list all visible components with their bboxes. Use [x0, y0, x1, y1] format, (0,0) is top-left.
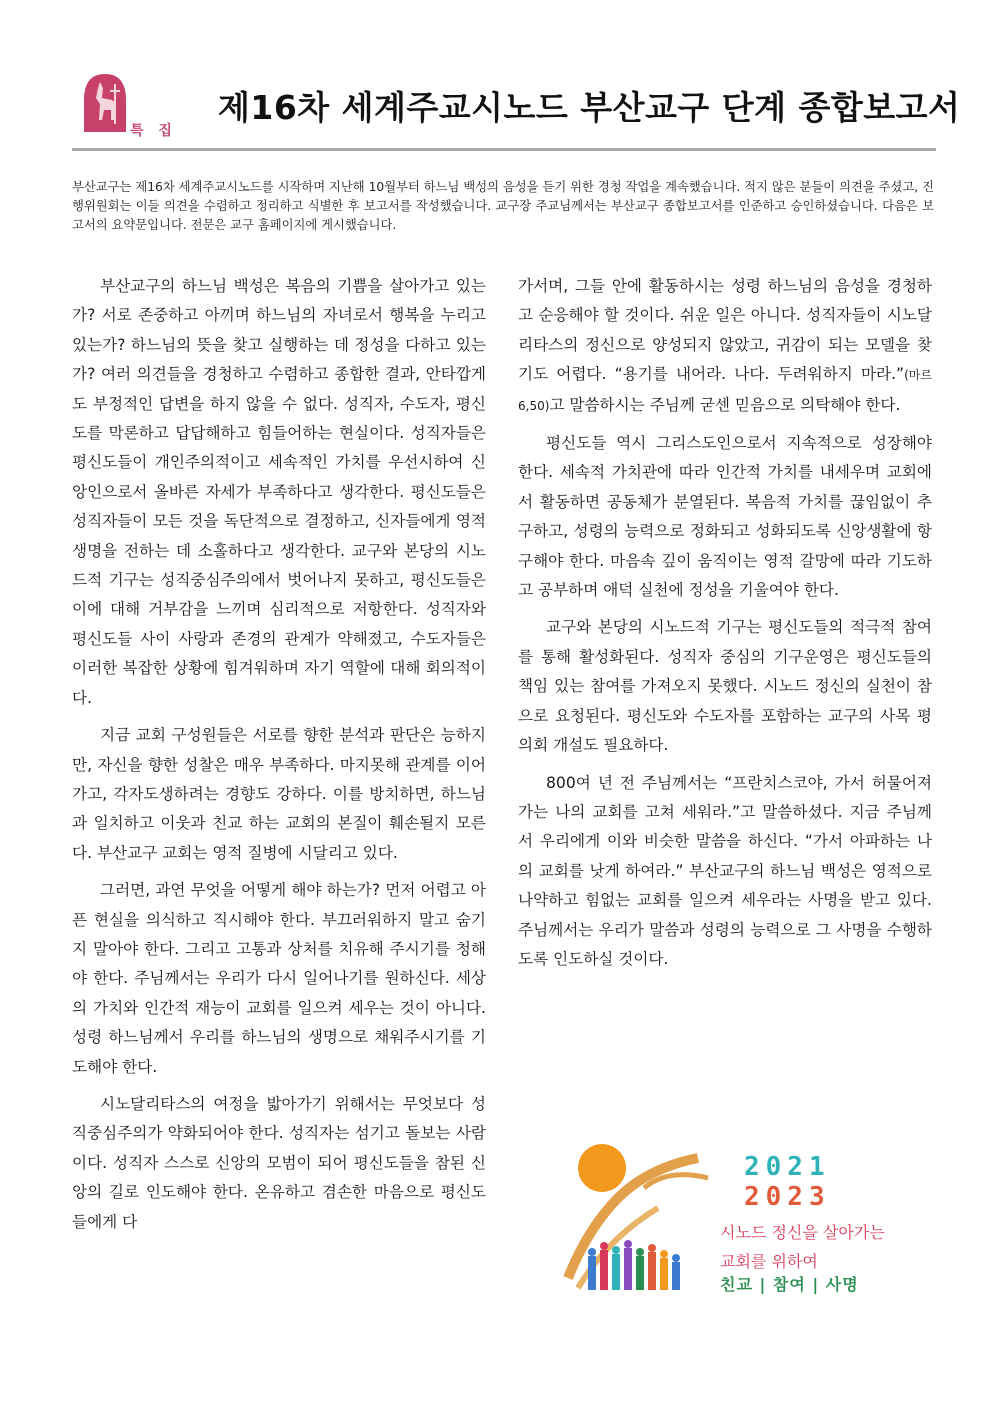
right-column — [518, 272, 932, 982]
body-paragraph: 부산교구의 하느님 백성은 복음의 기쁨을 살아가고 있는가? 서로 존중하고 아끼며 하느님의 자녀로서 행복을 누리고 있는가? 하느님의 뜻을 찾고 실행하는 데 정성을 다하고 있는가? 여러 의견들을 경청하고 수렴하고 종합한 결과, 안타깝게도 부정적인 답변을 하지 않을 수 없다. 성직자, 수도자, 평신도를 막론하고 답답해하고 힘들어하는 현실이다. 성직자들은 평신도들이 개인주의적이고 세속적인 가치를 우선시하여 신앙인으로서 올바른 자세가 부족하다고 생각한다. 평신도들은 성직자들이 모든 것을 독단적으로 결정하고, 신자들에게 영적 생명을 전하는 데 소홀하다고 생각한다. 교구와 본당의 시노드적 기구는 성직중심주의에서 벗어나지 못하고, 평신도들은 이에 대해 거부감을 느끼며 심리적으로 저항한다. 성직자와 평신도들 사이 사랑과 존경의 관계가 약해졌고, 수도자들은 이러한 복잡한 상황에 힘겨워하며 자기 역할에 대해 회의적이다. — [72, 277, 486, 707]
body-paragraph: 800여 년 전 주님께서는 “프란치스코야, 가서 허물어져 가는 나의 교회를 고쳐 세워라.”고 말씀하셨다. 지금 주님께서 우리에게 이와 비슷한 말씀을 하신다. “가서 아파하는 나의 교회를 낫게 하여라.” 부산교구의 하느님 백성은 영적으로 나약하고 힘없는 교회를 일으켜 세우라는 사명을 받고 있다. 주님께서는 우리가 말씀과 성령의 능력으로 그 사명을 수행하도록 인도하실 것이다. — [518, 773, 932, 968]
left-column — [72, 272, 486, 1245]
scripture-reference: (마르 6,50) — [518, 368, 932, 413]
continued-text: 가서며, 그들 안에 활동하시는 성령 하느님의 음성을 경청하고 순응해야 할 것이다. 쉬운 일은 아니다. 성직자들이 시노달리타스의 정신으로 양성되지 않았고, 귀감이 되는 모델을 찾기도 어렵다. “용기를 내어라. 나다. 두려워하지 마라.” — [518, 277, 932, 384]
slogan-line-2: 교회를 위하여 — [720, 1252, 818, 1271]
synod-years — [744, 1152, 831, 1212]
body-paragraph: 평신도들 역시 그리스도인으로서 지속적으로 성장해야 한다. 세속적 가치관에 따라 인간적 가치를 내세우며 교회에서 활동하면 공동체가 분열된다. 복음적 가치를 끊임없이 추구하고, 성령의 능력으로 정화되고 성화되도록 신앙생활에 항구해야 한다. 마음속 깊이 움직이는 영적 갈망에 따라 기도하고 공부하며 애덕 실천에 정성을 기울여야 한다. — [518, 434, 932, 600]
special-feature-label: 특 집 — [130, 123, 177, 139]
slogan-line-1: 시노드 정신을 살아가는 — [720, 1223, 885, 1242]
synod-tags: 친교 | 참여 | 사명 — [720, 1275, 859, 1294]
page-header — [72, 68, 961, 150]
body-paragraph-continued — [518, 272, 932, 421]
synod-emblem-icon — [548, 1128, 716, 1300]
year-start: 2021 — [744, 1152, 831, 1182]
page-title: 제16차 세계주교시노드 부산교구 단계 종합보고서 — [218, 88, 961, 127]
year-end: 2023 — [744, 1182, 831, 1212]
intro-paragraph: 부산교구는 제16차 세계주교시노드를 시작하며 지난해 10월부터 하느님 백성의 음성을 듣기 위한 경청 작업을 계속했습니다. 적지 않은 분들이 의견을 주셨고, 진행위원회는 이들 의견을 수렴하고 정리하고 식별한 후 보고서를 작성했습니다. 교구장 주교님께서는 부산교구 종합보고서를 인준하고 승인하셨습니다. 다음은 보고서의 요약문입니다. 전문은 교구 홈페이지에 게시했습니다. — [72, 180, 934, 232]
special-feature-logo-icon — [76, 70, 134, 138]
body-paragraph: 교구와 본당의 시노드적 기구는 평신도들의 적극적 참여를 통해 활성화된다. 성직자 중심의 기구운영은 평신도들의 책임 있는 참여를 가져오지 못했다. 시노드 정신의 실천이 참으로 요청된다. 평신도와 수도자를 포함하는 교구의 사목 평의회 개설도 필요하다. — [518, 618, 932, 755]
synod-slogan — [720, 1218, 885, 1276]
body-paragraph: 그러면, 과연 무엇을 어떻게 해야 하는가? 먼저 어렵고 아픈 현실을 의식하고 직시해야 한다. 부끄러워하지 말고 숨기지 말아야 한다. 그리고 고통과 상처를 치유해 주시기를 청해야 한다. 주님께서는 우리가 다시 일어나기를 원하신다. 세상의 가치와 인간적 재능이 교회를 일으켜 세우는 것이 아니다. 성령 하느님께서 우리를 하느님의 생명으로 채워주시기를 기도해야 한다. — [72, 881, 486, 1076]
continued-text-end: 고 말씀하시는 주님께 굳센 믿음으로 의탁해야 한다. — [549, 395, 901, 414]
body-paragraph: 지금 교회 구성원들은 서로를 향한 분석과 판단은 능하지만, 자신을 향한 성찰은 매우 부족하다. 마지못해 관계를 이어가고, 각자도생하려는 경향도 강하다. 이를 방치하면, 하느님과 일치하고 이웃과 친교 하는 교회의 본질이 훼손될지 모른다. 부산교구 교회는 영적 질병에 시달리고 있다. — [72, 726, 486, 862]
header-divider — [72, 148, 936, 151]
body-paragraph: 시노달리타스의 여정을 밟아가기 위해서는 무엇보다 성직중심주의가 약화되어야 한다. 성직자는 섬기고 돌보는 사람이다. 성직자 스스로 신앙의 모범이 되어 평신도들을 참된 신앙의 길로 인도해야 한다. 온유하고 겸손한 마음으로 평신도들에게 다 — [72, 1094, 486, 1231]
